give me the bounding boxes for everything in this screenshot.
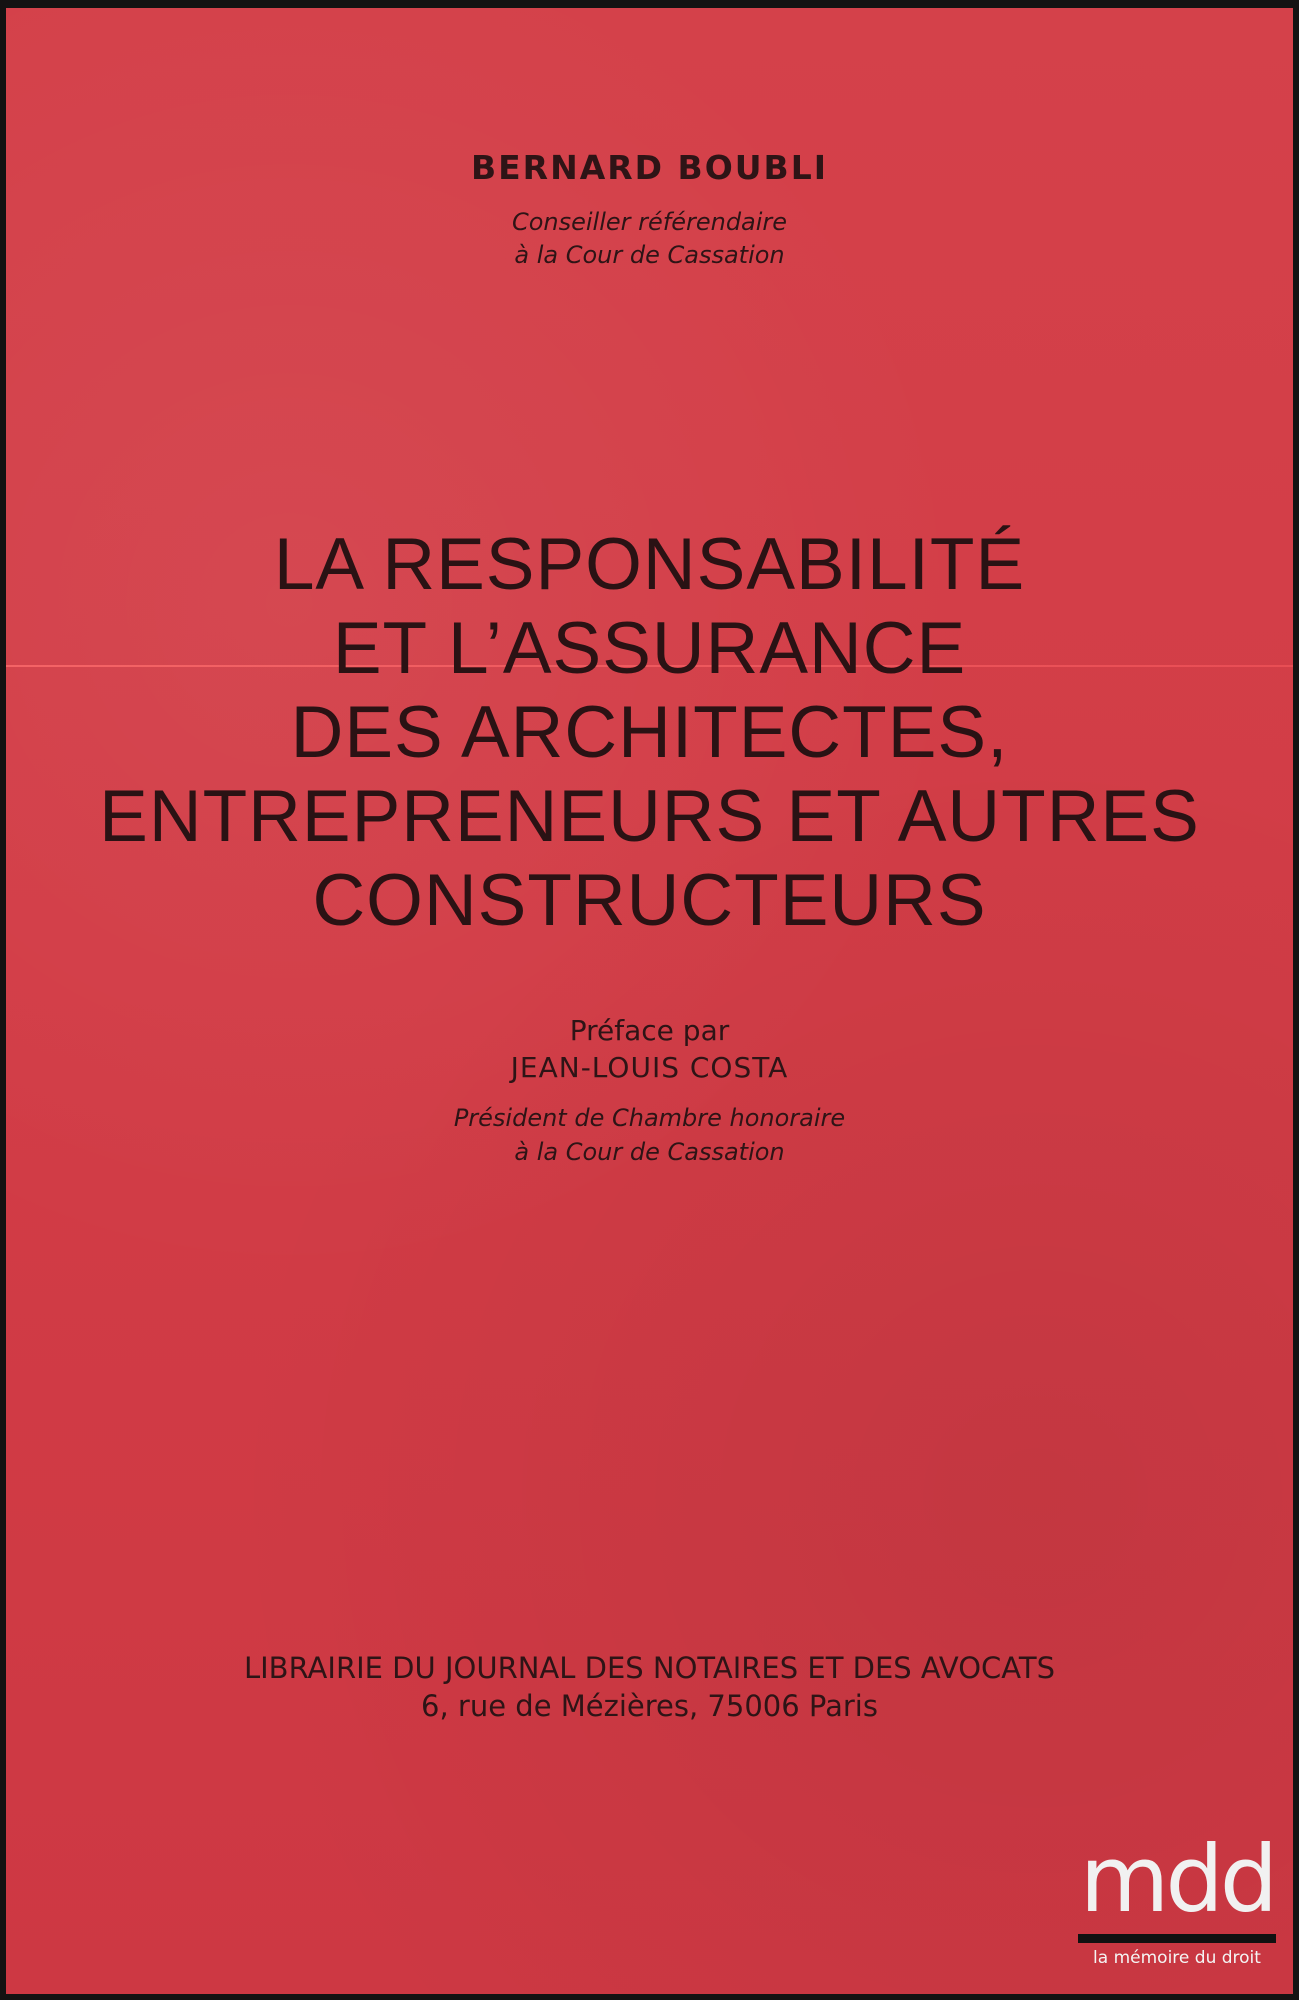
preface-role-line-1: Président de Chambre honoraire: [453, 1104, 846, 1132]
logo-underline: [1078, 1934, 1276, 1943]
book-title: [6, 523, 1293, 943]
author-role: [6, 206, 1293, 272]
title-line-2: ET L’ASSURANCE: [332, 608, 967, 689]
preface-author-role: [6, 1101, 1293, 1169]
mdd-logo: [1072, 1826, 1282, 1980]
title-line-5: CONSTRUCTEURS: [312, 860, 987, 941]
logo-word: mdd: [1079, 1826, 1275, 1933]
author-role-line-1: Conseiller référendaire: [511, 208, 788, 236]
book-cover: [6, 8, 1293, 1994]
author-role-line-2: à la Cour de Cassation: [514, 241, 785, 269]
publisher-address: 6, rue de Mézières, 75006 Paris: [421, 1689, 878, 1723]
title-line-3: DES ARCHITECTES,: [290, 692, 1009, 773]
publisher: [6, 1649, 1293, 1725]
preface-role-line-2: à la Cour de Cassation: [514, 1138, 785, 1166]
author-name: BERNARD BOUBLI: [470, 148, 829, 187]
preface-label: Préface par: [569, 1014, 730, 1047]
logo-tagline: la mémoire du droit: [1093, 1948, 1261, 1968]
title-line-4: ENTREPRENEURS ET AUTRES: [99, 776, 1200, 857]
title-line-1: LA RESPONSABILITÉ: [273, 524, 1026, 605]
preface-author-name: JEAN-LOUIS COSTA: [510, 1051, 789, 1084]
publisher-name: LIBRAIRIE DU JOURNAL DES NOTAIRES ET DES AVOCATS: [243, 1651, 1056, 1685]
